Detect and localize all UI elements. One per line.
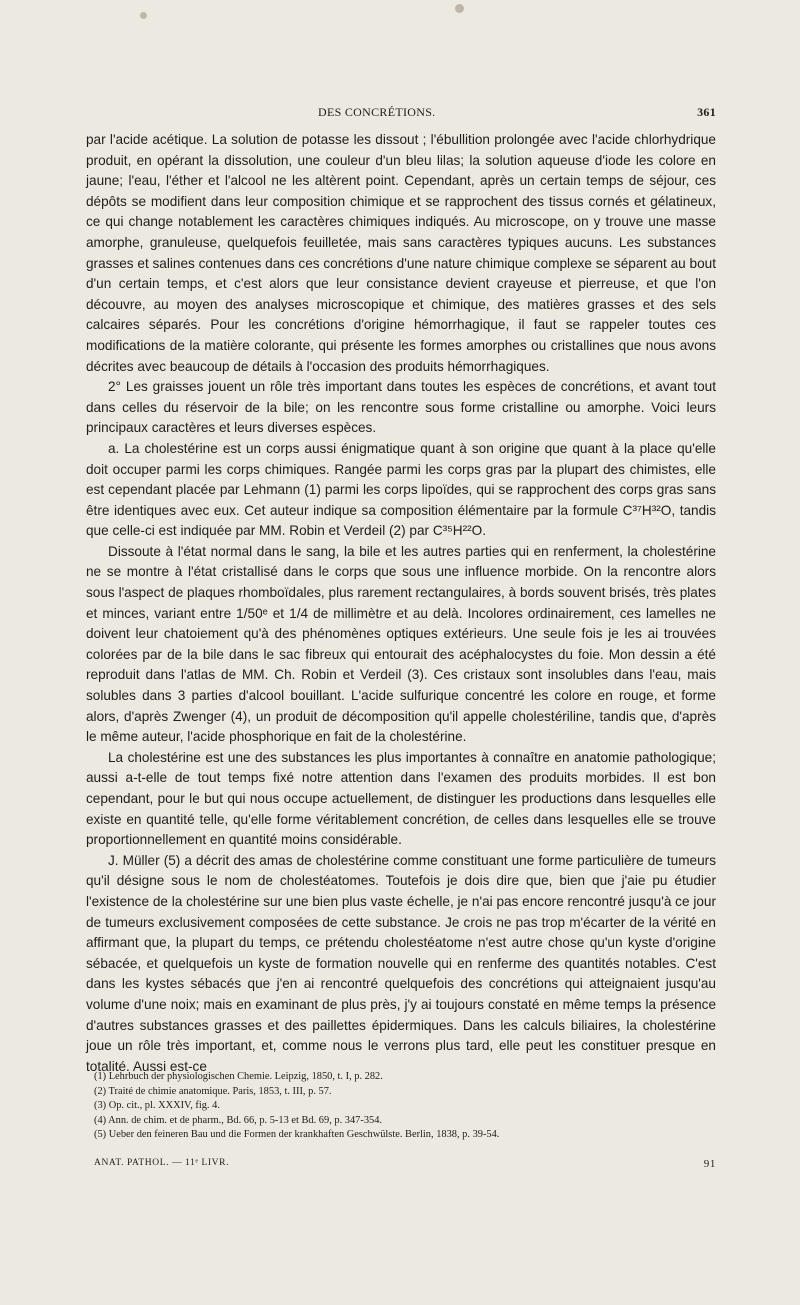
footnote: (5) Ueber den feineren Bau und die Formen der krankhaften Geschwülste. Berlin, 1838, p. 39-54. [94, 1129, 500, 1141]
paragraph: Dissoute à l'état normal dans le sang, la bile et les autres parties qui en renferment, la cholestérine ne se montre à l'état cristallisé dans le corps que sous une influence morbide. On la rencontre alors sous l'aspect de plaques rhomboïdales, plus rarement rectangulaires, à bords souvent brisés, très plates et minces, variant entre 1/50ᵉ et 1/4 de millimètre et au delà. Incolores ordinairement, ces lamelles ne doivent leur chatoiement qu'à des phénomènes optiques extérieurs. Une seule fois je les ai trouvées colorées par de la bile dans le sac fibreux qui entourait des acéphalocystes du foie. Mon dessin a été reproduit dans l'atlas de MM. Ch. Robin et Verdeil (3). Ces cristaux sont insolubles dans l'eau, mais solubles dans 3 parties d'alcool bouillant. L'acide sulfurique concentré les colore en rouge, et forme alors, d'après Zwenger (4), un produit de décomposition qu'il appelle cholestériline, tandis que, d'après le même auteur, l'acide phosphorique en fait de la cholestérine. [86, 543, 716, 745]
paper-blemish [455, 4, 464, 13]
page-footer [94, 1158, 716, 1172]
footnote: (2) Traité de chimie anatomique. Paris, 1853, t. III, p. 57. [94, 1085, 332, 1097]
paragraph: J. Müller (5) a décrit des amas de cholestérine comme constituant une forme particulière de tumeurs qu'il désigne sous le nom de cholestéatomes. Toutefois je dois dire que, bien que j'aie pu étudier l'existence de la cholestérine sur une bien plus vaste échelle, je n'ai pas encore rencontré jusqu'à ce jour de tumeurs exclusivement composées de cette substance. Je crois ne pas trop m'écarter de la vérité en affirmant que, la plupart du temps, ce prétendu cholestéatome n'est autre chose qu'un kyste d'origine sébacée, et quelquefois un kyste de formation nouvelle qui en renferme des quantités notables. C'est dans les kystes sébacés que j'en ai rencontré quelquefois des concrétions qui atteignaient jusqu'au volume d'une noix; mais en examinant de plus près, j'y ai toujours constaté en même temps la présence d'autres substances grasses et des paillettes épidermiques. Dans les calculs biliaires, la cholestérine joue un rôle très important, et, comme nous le verrons plus tard, elle peut les constituer presque en totalité. Aussi est-ce [86, 852, 716, 1074]
running-title: DES CONCRÉTIONS. [318, 105, 436, 119]
body-text [86, 130, 716, 1077]
footnote: (3) Op. cit., pl. XXXIV, fig. 4. [94, 1100, 220, 1112]
signature-mark: ANAT. PATHOL. — 11ᵉ LIVR. [94, 1158, 230, 1168]
paragraph: a. La cholestérine est un corps aussi énigmatique quant à son origine que quant à la place qu'elle doit occuper parmi les corps chimiques. Rangée parmi les corps gras par la plupart des chimistes, elle est cependant placée par Lehmann (1) parmi les corps lipoïdes, qui se rapprochent des corps gras sans être identiques avec eux. Cet auteur indique sa composition élémentaire par la formule C³⁷H³²O, tandis que celle-ci est indiquée par MM. Robin et Verdeil (2) par C³⁵H²²O. [86, 440, 716, 539]
paragraph: par l'acide acétique. La solution de potasse les dissout ; l'ébullition prolongée avec l'acide chlorhydrique produit, en opérant la dissolution, une couleur d'un bleu lilas; la solution aqueuse d'iode les colore en jaune; l'eau, l'éther et l'alcool ne les altèrent point. Cependant, après un certain temps de séjour, ces dépôts se modifient dans leur composition chimique et se rapprochent des tissus cornés et gélatineux, ce qui change notablement les caractères chimiques indiqués. Au microscope, on y trouve une masse amorphe, granuleuse, quelquefois feuilletée, mais sans caractères typiques aucuns. Les substances grasses et salines contenues dans ces concrétions d'une nature chimique complexe se séparent au bout d'un certain temps, et c'est alors que leur consistance devient crayeuse et pierreuse, et que l'on découvre, au moyen des analyses microscopique et chimique, des matières grasses et des sels calcaires séparés. Pour les concrétions d'origine hémorrhagique, il faut se rappeler toutes ces modifications de la matière colorante, qui présente les formes amorphes ou cristallines que nous avons décrites avec beaucoup de détails à l'occasion des produits hémorrhagiques. [86, 132, 716, 374]
paragraph: 2° Les graisses jouent un rôle très important dans toutes les espèces de concrétions, et avant tout dans celles du réservoir de la bile; on les rencontre sous forme cristalline ou amorphe. Voici leurs principaux caractères et leurs diverses espèces. [86, 379, 716, 436]
paragraph: La cholestérine est une des substances les plus importantes à connaître en anatomie pathologique; aussi a-t-elle de tout temps fixé notre attention dans l'examen des produits morbides. Il est bon cependant, pour le but qui nous occupe actuellement, de distinguer les productions dans lesquelles elle existe en quantité telle, qu'elle forme véritablement concrétion, de celles dans lesquelles elle se trouve proportionnellement en quantité moins considérable. [86, 749, 716, 848]
footnote: (4) Ann. de chim. et de pharm., Bd. 66, p. 5-13 et Bd. 69, p. 347-354. [94, 1114, 383, 1126]
page-number: 361 [697, 105, 716, 119]
sheet-number: 91 [703, 1158, 716, 1170]
running-head [86, 105, 716, 125]
footnotes [94, 1070, 716, 1143]
footnote: (1) Lehrbuch der physiologischen Chemie. Leipzig, 1850, t. I, p. 282. [94, 1071, 383, 1082]
paper-blemish [140, 12, 147, 19]
